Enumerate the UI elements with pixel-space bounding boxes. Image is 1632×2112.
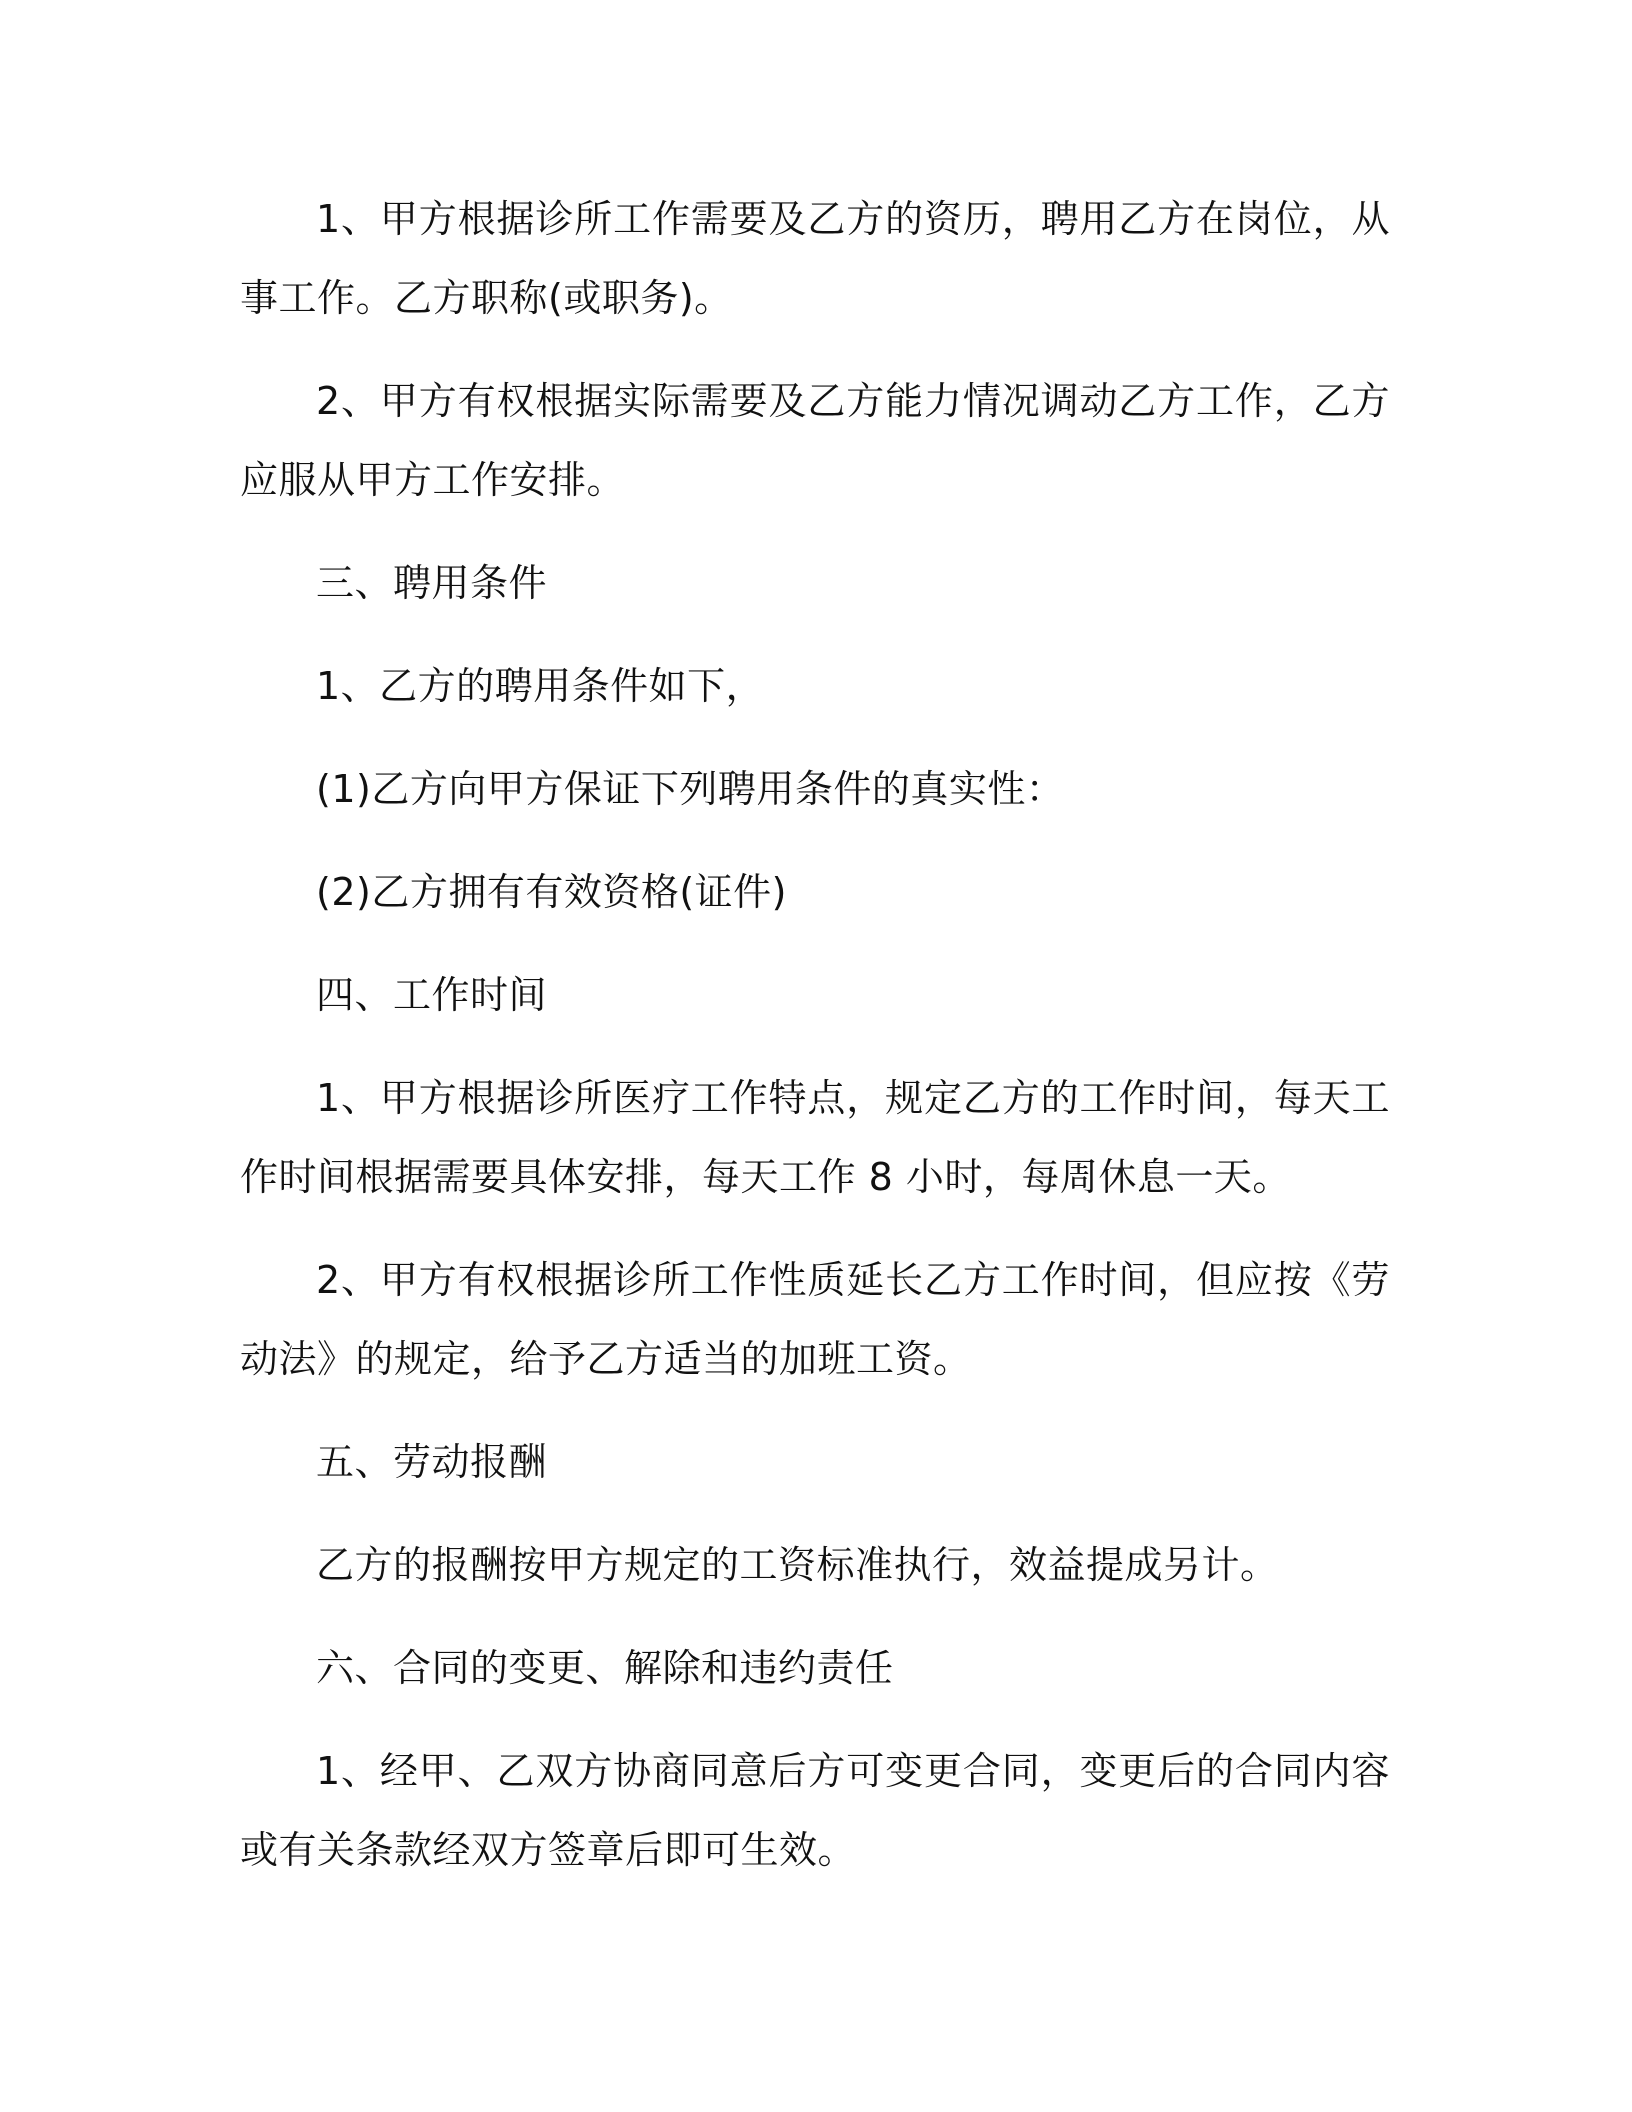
paragraph-conditions-item-1: (1)乙方向甲方保证下列聘用条件的真实性： <box>316 767 1065 811</box>
paragraph-conditions-1: 1、乙方的聘用条件如下， <box>316 664 765 708</box>
document-body <box>240 180 1390 1914</box>
section-heading-3: 三、聘用条件 <box>316 561 548 605</box>
paragraph-clause-2: 2、甲方有权根据实际需要及乙方能力情况调动乙方工作，乙方应服从甲方工作安排。 <box>240 379 1390 502</box>
paragraph-change-1: 1、经甲、乙双方协商同意后方可变更合同，变更后的合同内容或有关条款经双方签章后即可生效。 <box>240 1749 1390 1872</box>
paragraph-clause-1: 1、甲方根据诊所工作需要及乙方的资历，聘用乙方在岗位，从事工作。乙方职称(或职务)。 <box>240 197 1390 320</box>
section-heading-6: 六、合同的变更、解除和违约责任 <box>316 1646 894 1690</box>
section-heading-4: 四、工作时间 <box>316 973 548 1017</box>
paragraph-worktime-2: 2、甲方有权根据诊所工作性质延长乙方工作时间，但应按《劳动法》的规定，给予乙方适当的加班工资。 <box>240 1258 1390 1381</box>
section-heading-5: 五、劳动报酬 <box>316 1440 548 1484</box>
paragraph-conditions-item-2: (2)乙方拥有有效资格(证件) <box>316 870 787 914</box>
paragraph-remuneration: 乙方的报酬按甲方规定的工资标准执行，效益提成另计。 <box>316 1543 1279 1587</box>
paragraph-worktime-1: 1、甲方根据诊所医疗工作特点，规定乙方的工作时间，每天工作时间根据需要具体安排，每天工作 8 小时，每周休息一天。 <box>240 1076 1390 1199</box>
